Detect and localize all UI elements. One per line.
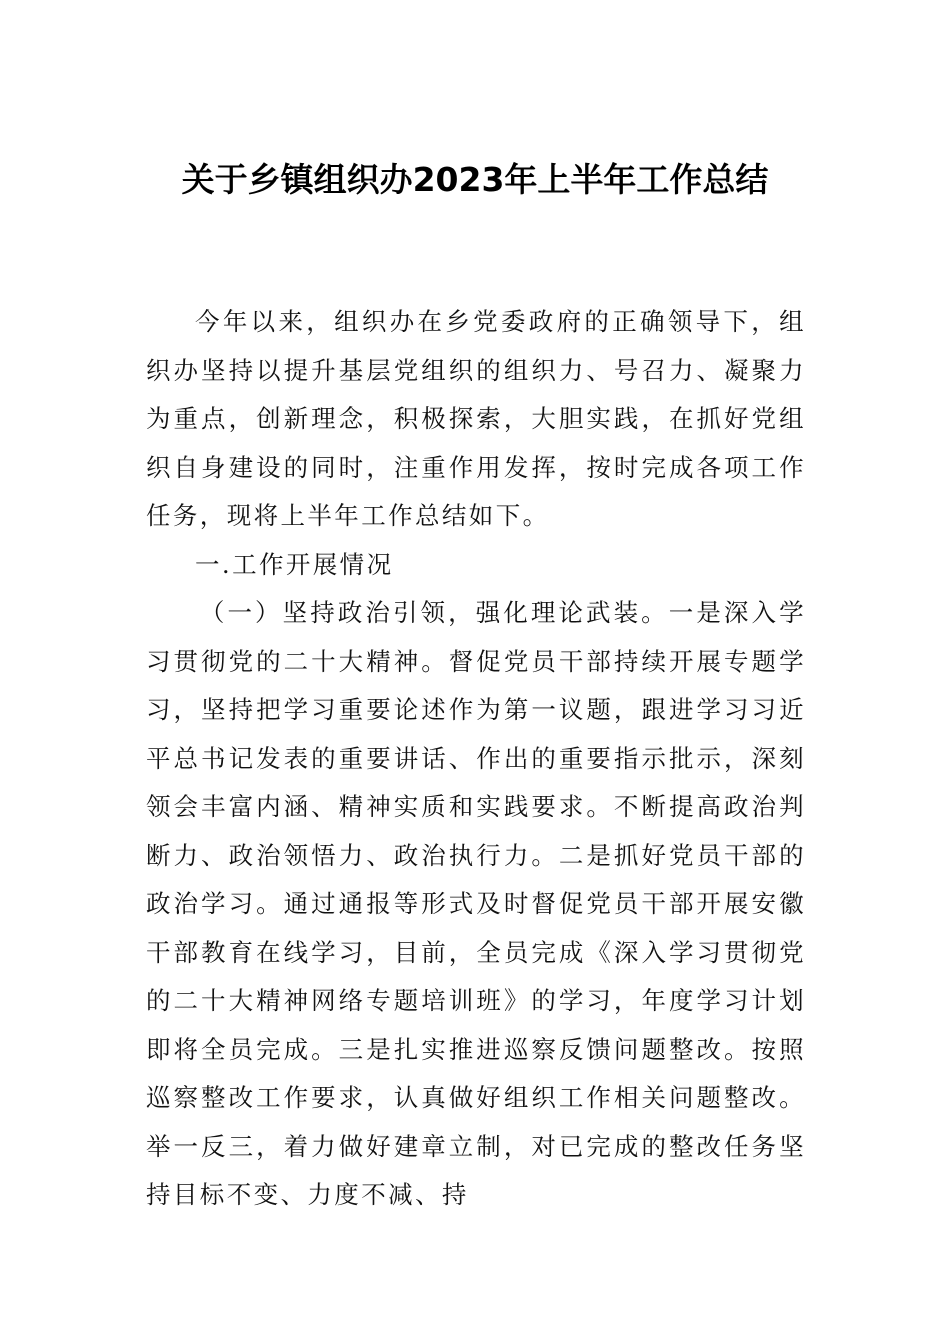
section-heading: 一.工作开展情况 <box>195 549 394 579</box>
intro-paragraph: 今年以来，组织办在乡党委政府的正确领导下，组织办坚持以提升基层党组织的组织力、号召力、凝聚力为重点，创新理念，积极探索，大胆实践，在抓好党组织自身建设的同时，注重作用发挥，按时完成各项工作任务，现将上半年工作总结如下。 <box>146 307 806 530</box>
document-title: 关于乡镇组织办2023年上半年工作总结 <box>181 160 769 199</box>
section-paragraph: （一）坚持政治引领，强化理论武装。一是深入学习贯彻党的二十大精神。督促党员干部持续开展专题学习，坚持把学习重要论述作为第一议题，跟进学习习近平总书记发表的重要讲话、作出的重要指示批示，深刻领会丰富内涵、精神实质和实践要求。不断提高政治判断力、政治领悟力、政治执行力。二是抓好党员干部的政治学习。通过通报等形式及时督促党员干部开展安徽干部教育在线学习，目前，全员完成《深入学习贯彻党的二十大精神网络专题培训班》的学习，年度学习计划即将全员完成。三是扎实推进巡察反馈问题整改。按照巡察整改工作要求，认真做好组织工作相关问题整改。举一反三，着力做好建章立制，对已完成的整改任务坚持目标不变、力度不减、持 <box>146 598 806 1209</box>
document-body <box>146 298 806 1220</box>
